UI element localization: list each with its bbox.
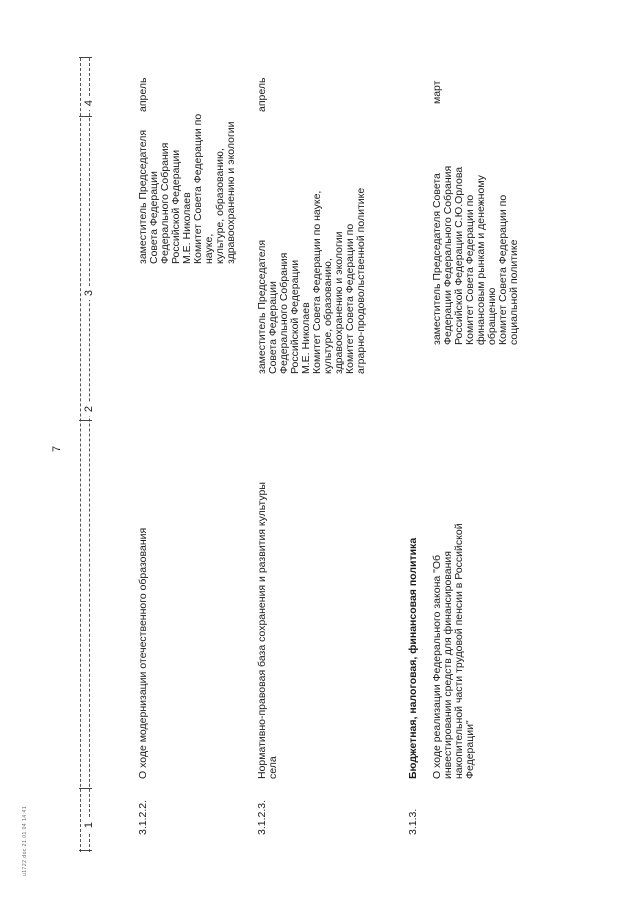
item-responsible: заместитель Председателя Совета Федерации Федерального Собрания Российской Федерации С.Ю.Орлова Комитет Совета Федерации по финансовым рынкам и денежному обращению Комитет Совета Федерации по социальной политике xyxy=(431,165,520,345)
header-col-4: 4 xyxy=(84,96,94,110)
item-term: апрель xyxy=(256,77,268,112)
item-number: 3.1.2.3. xyxy=(256,799,268,835)
footer-file-mark: u1722.doc 21.01.04 14:41 xyxy=(22,805,28,876)
header-col-3: 3 xyxy=(84,286,94,300)
header-col-1: 1 xyxy=(84,818,94,832)
section-number: 3.1.3. xyxy=(407,808,419,835)
section-title: Бюджетная, налоговая, финансовая политика xyxy=(407,537,419,779)
item-title: О ходе реализации Федерального закона "Об инвестировании средств для финансирования накопительной части трудовой пенсии в Российской Федерации" xyxy=(431,523,476,779)
item-responsible: заместитель Председателя Совета Федерации Федерального Собрания Российской Федерации М.Е. Николаев Комитет Совета Федерации по науке, культуре, образованию, здравоохранению и экологии xyxy=(137,113,237,264)
header-col-2: 2 xyxy=(84,402,94,416)
item-title: Нормативно-правовая база сохранения и развития культуры села xyxy=(256,482,279,779)
item-term: апрель xyxy=(137,77,149,112)
item-number: 3.1.2.2. xyxy=(137,799,149,835)
item-title: О ходе модернизации отечественного образования xyxy=(137,527,149,779)
page-number: 7 xyxy=(51,445,63,452)
item-term: март xyxy=(431,80,443,104)
item-responsible: заместитель Председателя Совета Федерации Федерального Собрания Российской Федерации М.Е. Николаев Комитет Совета Федерации по науке, культуре, образованию, здравоохранению и экологии Комитет Совета Федерации по аграрно-продовольственной политике xyxy=(256,187,367,374)
